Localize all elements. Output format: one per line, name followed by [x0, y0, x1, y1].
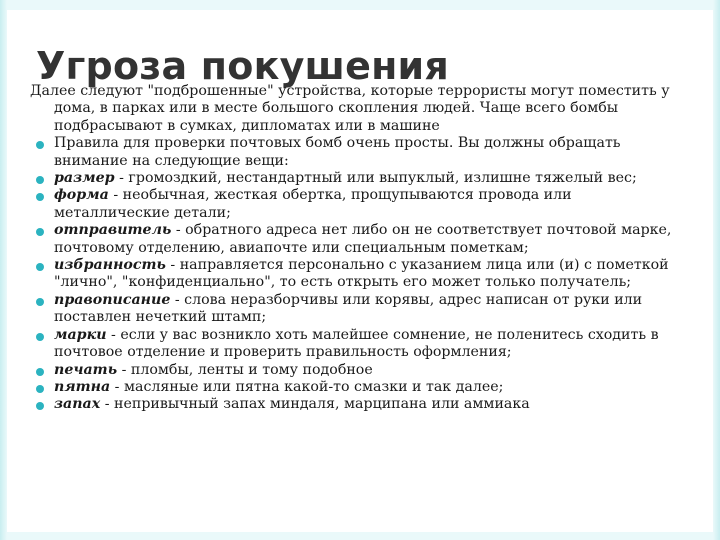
bullet-dot-icon	[36, 193, 44, 201]
right-decorative-bar	[713, 0, 720, 540]
item-text: - громоздкий, нестандартный или выпуклый, излишне тяжелый вес;	[114, 170, 637, 187]
bullet-dot-icon	[36, 368, 44, 376]
item-term: форма	[54, 187, 109, 204]
intro-paragraph: Далее следуют "подброшенные" устройства, которые террористы могут поместить у дома, в парках или в месте большого скопления людей. Чаще всего бомбы подбрасывают в сумках, дипломатах или в машине	[30, 83, 670, 134]
bullet-dot-icon	[36, 141, 44, 149]
item-text: - обратного адреса нет либо он не соответствует почтовой марке, почтовому отделению, авиапочте или специальным пометкам;	[54, 222, 672, 256]
list-item	[30, 396, 680, 413]
item-term: пятна	[54, 378, 111, 395]
bullet-dot-icon	[36, 176, 44, 184]
bullet-dot-icon	[36, 298, 44, 306]
list-item	[30, 135, 680, 170]
bullet-dot-icon	[36, 263, 44, 271]
item-text: Правила для проверки почтовых бомб очень просты. Вы должны обращать внимание на следующие вещи:	[54, 135, 621, 169]
bottom-decorative-band	[7, 532, 713, 540]
item-term: правописание	[54, 291, 171, 308]
item-text: - если у вас возникло хоть малейшее сомнение, не поленитесь сходить в почтовое отделение и проверить правильность оформления;	[54, 326, 659, 361]
list-item	[30, 222, 680, 257]
list-item	[30, 327, 680, 362]
top-decorative-band	[7, 0, 713, 10]
slide-title: Угроза покушения	[36, 44, 449, 88]
list-item	[30, 362, 680, 379]
list-item	[30, 170, 680, 187]
item-term: печать	[54, 361, 118, 378]
list-item	[30, 292, 680, 327]
slide-content	[30, 83, 680, 414]
left-decorative-bar	[0, 0, 7, 540]
bullet-dot-icon	[36, 333, 44, 341]
item-text: - направляется персонально с указанием лица или (и) с пометкой "лично", "конфиденциально", то есть открыть его может только получатель;	[54, 257, 669, 291]
item-text: - пломбы, ленты и тому подобное	[117, 361, 373, 378]
bullet-dot-icon	[36, 385, 44, 393]
list-item	[30, 379, 680, 396]
item-term: отправитель	[54, 222, 172, 239]
item-text: - масляные или пятна какой-то смазки и так далее;	[110, 378, 504, 395]
list-item	[30, 257, 680, 292]
item-term: марки	[54, 326, 107, 343]
item-text: - необычная, жесткая обертка, прощупываются провода или металлические детали;	[54, 187, 572, 221]
item-term: избранность	[54, 257, 166, 274]
bullet-list	[30, 135, 680, 414]
bullet-dot-icon	[36, 402, 44, 410]
item-text: - непривычный запах миндаля, марципана или аммиака	[100, 396, 530, 413]
list-item	[30, 187, 680, 222]
item-term: размер	[54, 170, 115, 187]
item-text: - слова неразборчивы или корявы, адрес написан от руки или поставлен нечеткий штамп;	[54, 291, 643, 326]
item-term: запах	[54, 396, 101, 413]
bullet-dot-icon	[36, 228, 44, 236]
